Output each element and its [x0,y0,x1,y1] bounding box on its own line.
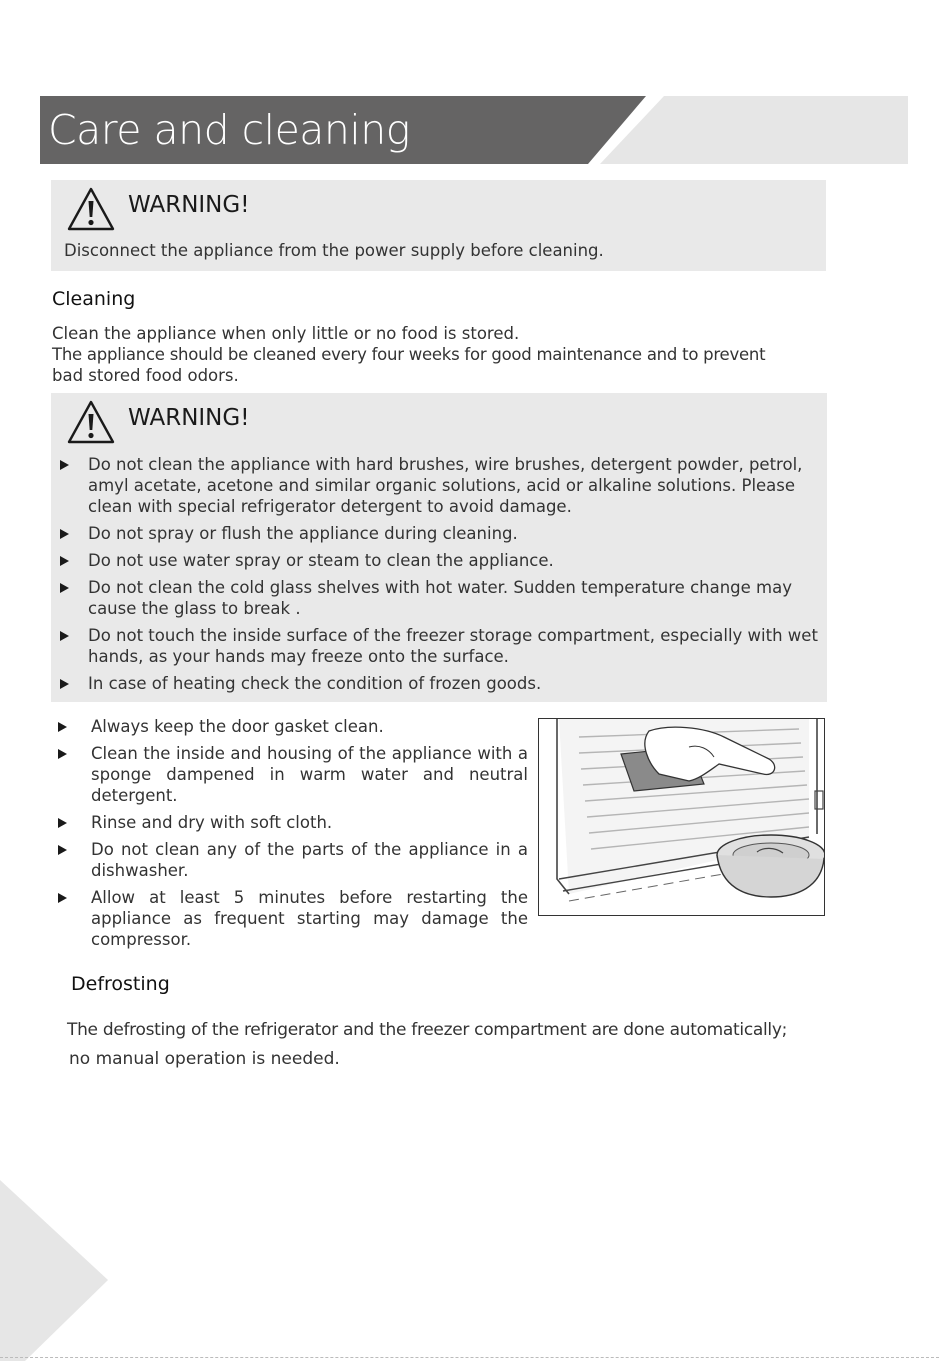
bullet-arrow-icon [58,845,67,855]
bullet-arrow-icon [60,583,69,593]
warning-triangle-icon [66,399,116,445]
list-item: Allow at least 5 minutes before restarting the appliance as frequent starting may damage the compressor. [58,887,528,950]
list-item: Clean the inside and housing of the appliance with a sponge dampened in warm water and neutral detergent. [58,743,528,806]
list-item: Do not clean the cold glass shelves with hot water. Sudden temperature change may cause the glass to break . [60,577,822,619]
list-item: Do not use water spray or steam to clean the appliance. [60,550,822,571]
bullet-arrow-icon [60,556,69,566]
bullet-arrow-icon [58,893,67,903]
list-item: In case of heating check the condition of frozen goods. [60,673,822,694]
list-item: Rinse and dry with soft cloth. [58,812,528,833]
warning-box-power [51,180,826,271]
bullet-arrow-icon [58,749,67,759]
defrosting-line: no manual operation is needed. [69,1049,340,1069]
warning-list [60,454,822,700]
page-corner-decoration [0,1180,110,1361]
cleaning-paragraph [52,323,765,386]
list-item: Always keep the door gasket clean. [58,716,528,737]
bullet-arrow-icon [60,529,69,539]
cleaning-line: bad stored food odors. [52,366,239,385]
cleaning-heading: Cleaning [52,288,136,310]
warning-triangle-icon [66,186,116,232]
warning-text: Disconnect the appliance from the power supply before cleaning. [64,241,604,260]
defrosting-line: The defrosting of the refrigerator and the freezer compartment are done automatically; [67,1020,788,1040]
list-item: Do not touch the inside surface of the freezer storage compartment, especially with wet hands, as your hands may freeze onto the surface. [60,625,822,667]
cleaning-line: The appliance should be cleaned every four weeks for good maintenance and to prevent [52,345,766,364]
defrosting-paragraph [67,1016,787,1074]
bottom-rule [0,1357,939,1358]
bullet-arrow-icon [60,631,69,641]
warning-title: WARNING! [128,192,250,218]
bullet-arrow-icon [60,679,69,689]
bullet-arrow-icon [58,818,67,828]
cleaning-line: Clean the appliance when only little or no food is stored. [52,324,520,343]
cleaning-illustration-icon [538,718,825,916]
defrosting-heading: Defrosting [71,973,170,995]
list-item: Do not clean any of the parts of the appliance in a dishwasher. [58,839,528,881]
bullet-arrow-icon [60,460,69,470]
list-item: Do not clean the appliance with hard brushes, wire brushes, detergent powder, petrol, amyl acetate, acetone and similar organic solutions, acid or alkaline solutions. Please clean with special refrigerator detergent to avoid damage. [60,454,822,517]
bullet-arrow-icon [58,722,67,732]
page-title: Care and cleaning [48,106,410,154]
warning-title: WARNING! [128,405,250,431]
care-list [58,716,528,956]
list-item: Do not spray or flush the appliance during cleaning. [60,523,822,544]
